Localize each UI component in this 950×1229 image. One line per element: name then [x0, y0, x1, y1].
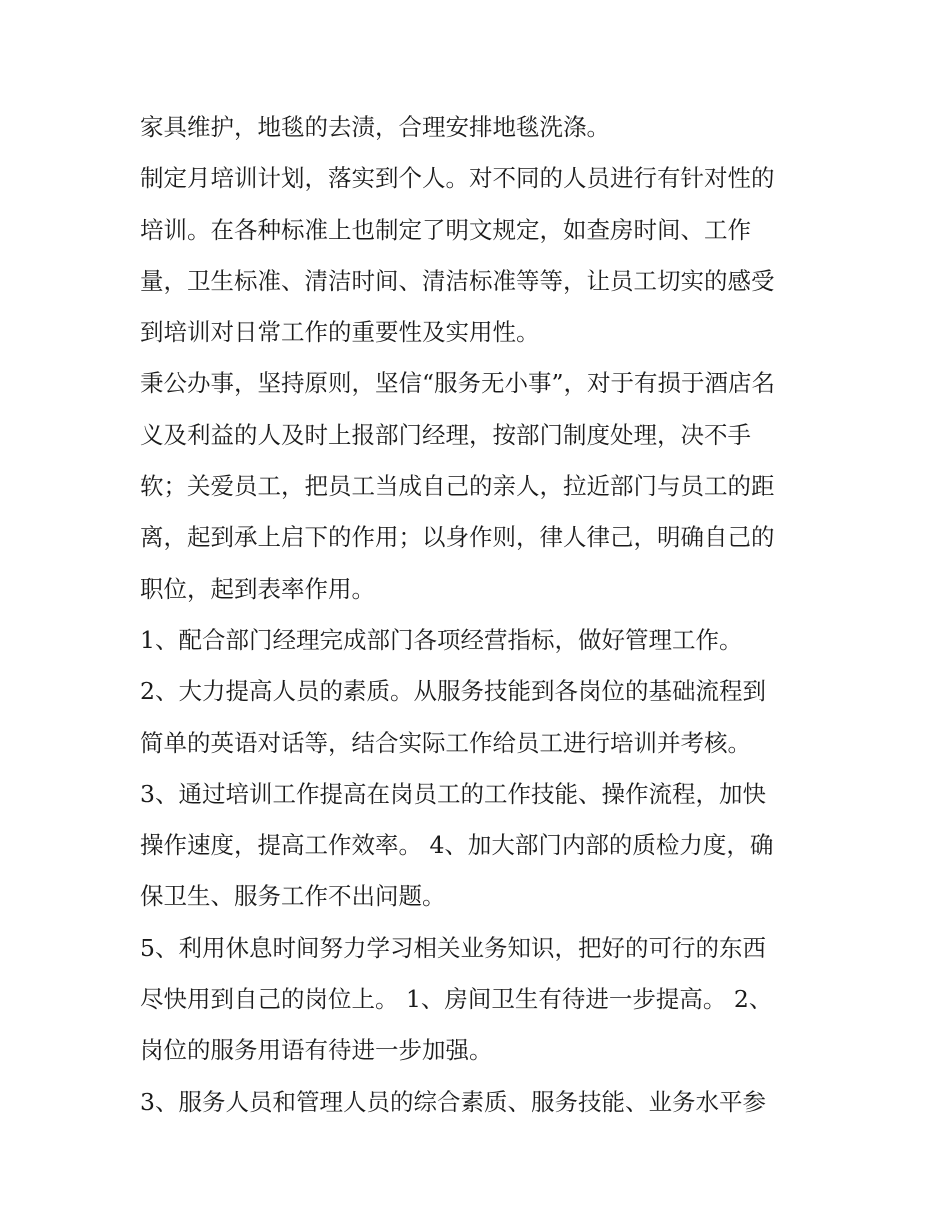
text-line: 简单的英语对话等，结合实际工作给员工进行培训并考核。: [140, 728, 751, 757]
text-line: 操作速度，提高工作效率。 4、加大部门内部的质检力度，确: [140, 831, 774, 860]
text-line: 3、服务人员和管理人员的综合素质、服务技能、业务水平参: [140, 1087, 766, 1116]
text-line: 1、配合部门经理完成部门各项经营指标，做好管理工作。: [140, 625, 743, 654]
text-line: 培训。在各种标准上也制定了明文规定，如查房时间、工作: [140, 215, 751, 244]
text-line: 秉公办事，坚持原则，坚信“服务无小事”，对于有损于酒店名: [140, 369, 776, 398]
text-line: 量，卫生标准、清洁时间、清洁标准等等，让员工切实的感受: [140, 266, 775, 295]
text-line: 3、通过培训工作提高在岗员工的工作技能、操作流程，加快: [140, 779, 766, 808]
text-line: 5、利用休息时间努力学习相关业务知识，把好的可行的东西: [140, 933, 766, 962]
text-line: 尽快用到自己的岗位上。 1、房间卫生有待进一步提高。 2、: [140, 985, 773, 1014]
text-line: 软；关爱员工，把员工当成自己的亲人，拉近部门与员工的距: [140, 472, 775, 501]
text-line: 家具维护，地毯的去渍，合理安排地毯洗涤。: [140, 113, 610, 141]
text-line: 义及利益的人及时上报部门经理，按部门制度处理，决不手: [140, 420, 751, 449]
text-line: 制定月培训计划，落实到个人。对不同的人员进行有针对性的: [140, 164, 775, 193]
text-line: 职位，起到表率作用。: [140, 574, 375, 603]
text-line: 到培训对日常工作的重要性及实用性。: [140, 318, 540, 347]
text-line: 岗位的服务用语有待进一步加强。: [140, 1036, 493, 1065]
text-line: 2、大力提高人员的素质。从服务技能到各岗位的基础流程到: [140, 677, 766, 706]
document-body: [140, 102, 830, 1128]
text-line: 保卫生、服务工作不出问题。: [140, 882, 446, 911]
text-line: 离，起到承上启下的作用；以身作则，律人律己，明确自己的: [140, 523, 775, 552]
